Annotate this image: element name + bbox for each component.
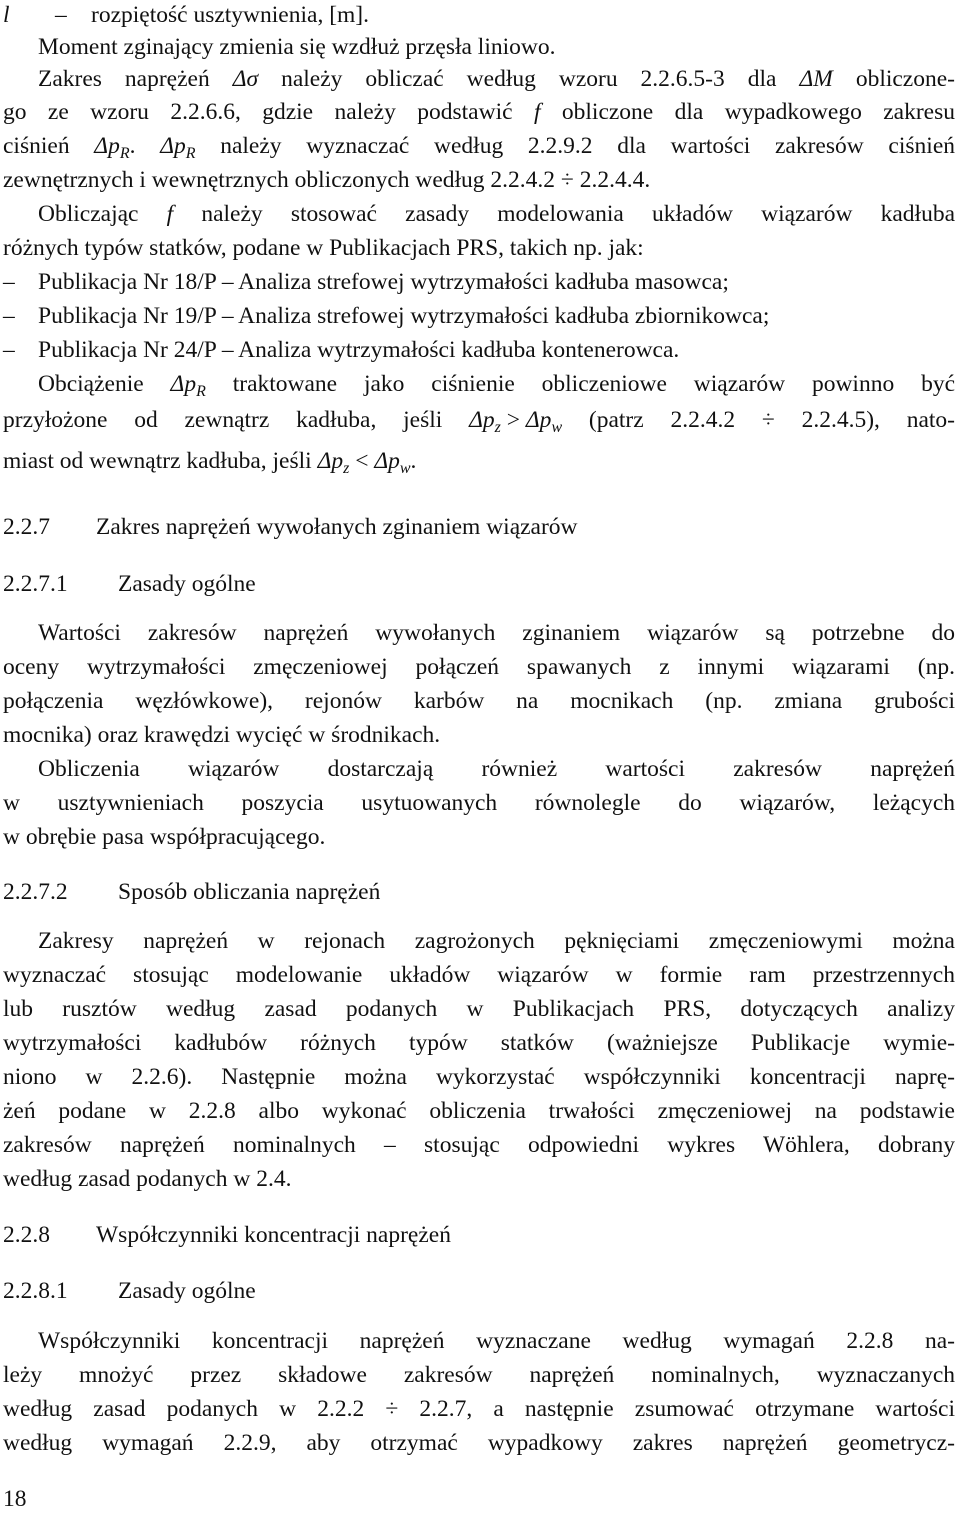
para-load-line-3: miast od wewnątrz kadłuba, jeśli $\Delta p_z < \Delta p_w$. (3, 448, 417, 477)
paragraph-line: Wartości zakresów naprężeń wywołanych zginaniem wiązarów są potrzebne do (38, 620, 955, 646)
section-heading-2-2-7 (3, 512, 955, 542)
paragraph-line: wytrzymałości kadłubów różnych typów statków (ważniejsze Publikacje wymie- (3, 1030, 955, 1056)
paragraph-line: Obliczenia wiązarów dostarczają również wartości zakresów naprężeń (38, 756, 955, 782)
para-modeling-line-1: Obliczając f należy stosować zasady modelowania układów wiązarów kadłuba (38, 201, 955, 227)
delta-sigma-symbol: Δσ (232, 66, 259, 92)
para-stress-range-line-2: go ze wzoru 2.2.6.6, gdzie należy podstawić f obliczone dla wypadkowego zakresu (3, 99, 955, 125)
para-load-line-2: przyłożone od zewnątrz kadłuba, jeśli $\Delta p_z > \Delta p_w$ (patrz 2.2.4.2 ÷ 2.2.4.5), nato- (3, 407, 955, 436)
paragraph-line: niono w 2.2.6). Następnie można wykorzystać współczynniki koncentracji naprę- (3, 1064, 955, 1090)
para-stress-range-line-1: Zakres naprężeń Δσ należy obliczać według wzoru 2.2.6.5-3 dla ΔM obliczone- (38, 66, 955, 92)
paragraph-line: żeń podane w 2.2.8 albo wykonać obliczenia trwałości zmęczeniowej na podstawie (3, 1098, 955, 1124)
section-title: Współczynniki koncentracji naprężeń (96, 1222, 451, 1248)
list-dash: – (3, 269, 15, 295)
formula-pz-gt-pw: $\Delta p_z > \Delta p_w$ (469, 407, 563, 436)
paragraph-line: połączenia węzłówkowe), rejonów karbów na mocnikach (np. zmiana grubości (3, 688, 955, 714)
dash: – (55, 2, 67, 28)
delta-m-symbol: ΔM (799, 66, 833, 92)
symbol-l: l (3, 2, 10, 28)
para-stress-range-line-4: zewnętrznych i wewnętrznych obliczonych według 2.2.4.2 ÷ 2.2.4.4. (3, 167, 651, 193)
section-heading-2-2-7-1 (3, 569, 955, 599)
publication-item: – Publikacja Nr 19/P – Analiza strefowej wytrzymałości kadłuba zbiornikowca; (3, 303, 770, 329)
section-heading-2-2-7-2 (3, 877, 955, 907)
section-number: 2.2.7 (3, 514, 50, 540)
paragraph-line: wyznaczać stosując modelowanie układów wiązarów w formie ram przestrzennych (3, 962, 955, 988)
definition-l (3, 0, 955, 30)
paragraph-line: według zasad podanych w 2.4. (3, 1166, 292, 1192)
paragraph-line: oceny wytrzymałości zmęczeniowej połączeń spawanych z innymi wiązarami (np. (3, 654, 955, 680)
list-dash: – (3, 303, 15, 329)
para-moment: Moment zginający zmienia się wzdłuż przęsła liniowo. (38, 34, 556, 60)
paragraph-line: mocnika) oraz krawędzi wycięć w środnikach. (3, 722, 441, 748)
para-modeling-line-2: różnych typów statków, podane w Publikacjach PRS, takich np. jak: (3, 235, 644, 261)
para-load-line-1: Obciążenie $\Delta p_R$ traktowane jako ciśnienie obliczeniowe wiązarów powinno być (38, 371, 955, 400)
paragraph-line: leży mnożyć przez składowe zakresów naprężeń nominalnych, wyznaczanych (3, 1362, 955, 1388)
paragraph-line: w obrębie pasa współpracującego. (3, 824, 326, 850)
section-title: Sposób obliczania naprężeń (118, 879, 381, 905)
page-number: 18 (3, 1486, 27, 1512)
para-stress-range-line-3: ciśnień $\Delta p_R$. $\Delta p_R$ należy wyznaczać według 2.2.9.2 dla wartości zakresów ciśnień (3, 133, 955, 162)
definition-text: rozpiętość usztywnienia, [m]. (91, 2, 369, 28)
section-number: 2.2.7.2 (3, 879, 68, 905)
paragraph-line: Zakresy naprężeń w rejonach zagrożonych pęknięciami zmęczeniowymi można (38, 928, 955, 954)
section-heading-2-2-8-1 (3, 1276, 955, 1306)
paragraph-line: w usztywnieniach poszycia usytuowanych równolegle do wiązarów, leżących (3, 790, 955, 816)
formula-pz-lt-pw: $\Delta p_z < \Delta p_w$ (317, 448, 411, 477)
section-title: Zakres naprężeń wywołanych zginaniem wiązarów (96, 514, 578, 540)
publication-item: – Publikacja Nr 18/P – Analiza strefowej wytrzymałości kadłuba masowca; (3, 269, 729, 295)
paragraph-line: według zasad podanych w 2.2.2 ÷ 2.2.7, a następnie zsumować otrzymane wartości (3, 1396, 955, 1422)
paragraph-line: zakresów naprężeń nominalnych – stosując odpowiedni wykres Wöhlera, dobrany (3, 1132, 955, 1158)
section-number: 2.2.8.1 (3, 1278, 68, 1304)
section-heading-2-2-8 (3, 1220, 955, 1250)
paragraph-line: Współczynniki koncentracji naprężeń wyznaczane według wymagań 2.2.8 na- (38, 1328, 955, 1354)
paragraph-line: lub rusztów według zasad podanych w Publikacjach PRS, dotyczących analizy (3, 996, 955, 1022)
section-number: 2.2.7.1 (3, 571, 68, 597)
section-title: Zasady ogólne (118, 571, 256, 597)
publication-item: – Publikacja Nr 24/P – Analiza wytrzymałości kadłuba kontenerowca. (3, 337, 680, 363)
section-title: Zasady ogólne (118, 1278, 256, 1304)
section-number: 2.2.8 (3, 1222, 50, 1248)
list-dash: – (3, 337, 15, 363)
paragraph-line: według wymagań 2.2.9, aby otrzymać wypadkowy zakres naprężeń geometrycz- (3, 1430, 955, 1456)
